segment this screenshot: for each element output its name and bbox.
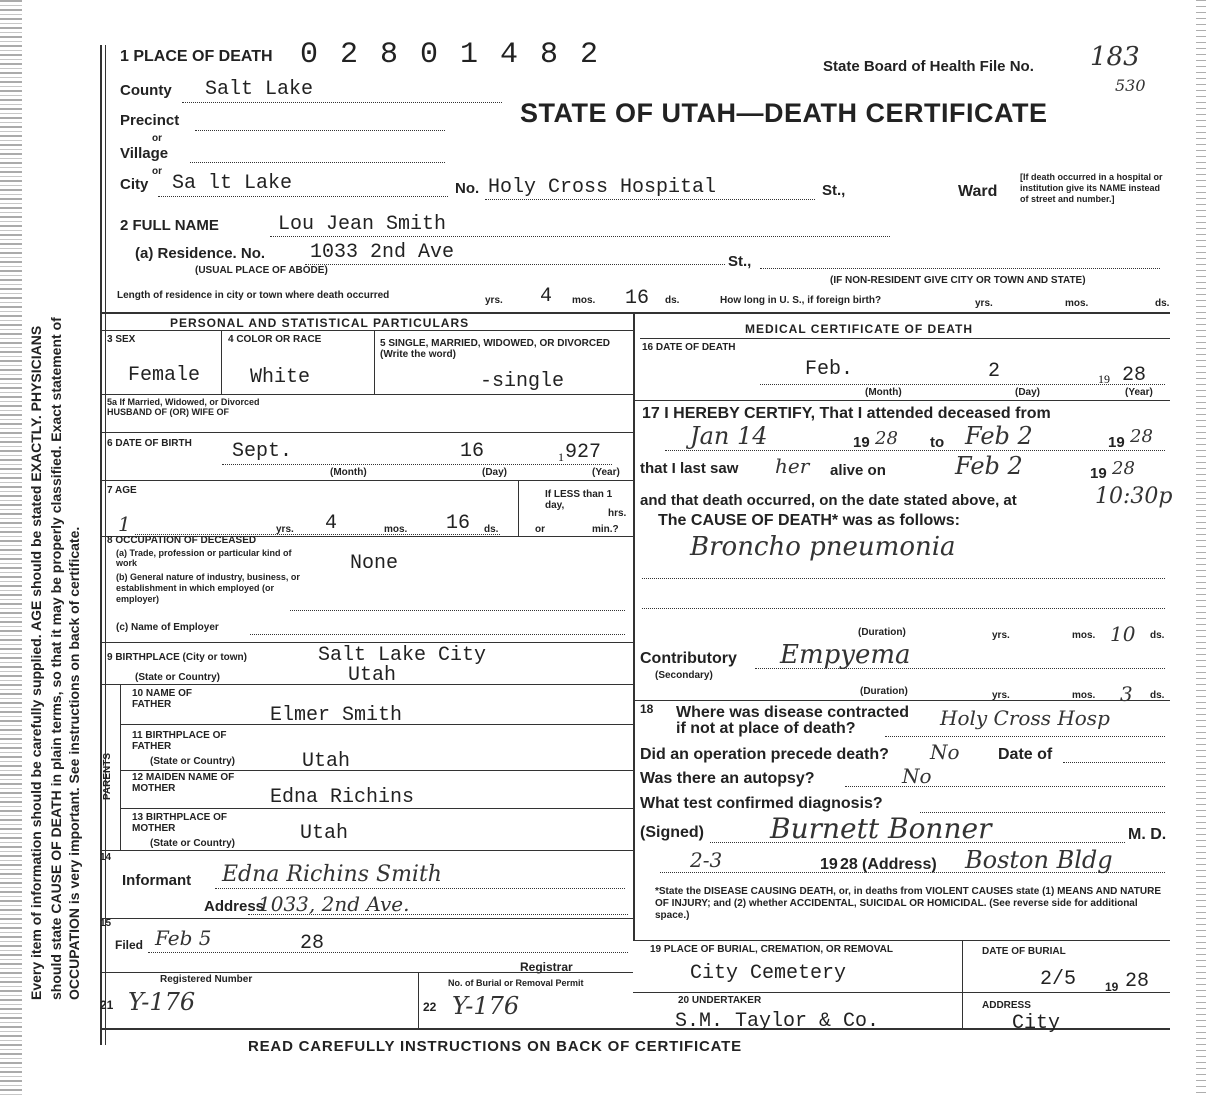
grid-bottom (100, 1028, 1170, 1030)
death-year: 28 (1122, 364, 1147, 387)
last-year: 28 (1112, 458, 1135, 479)
cause-line-2 (642, 608, 1165, 609)
grid-m3 (633, 940, 1170, 941)
dob-label: 6 DATE OF BIRTH (107, 438, 192, 449)
duration2-label: (Duration) (860, 686, 908, 697)
sign-address-line (660, 872, 1165, 873)
cause-footnote: *State the DISEASE CAUSING DEATH, or, in deaths from VIOLENT CAUSES state (1) MEANS AND NATURE OF INJURY; and (2) whether ACCIDENTAL, SUICIDAL OR HOMICIDAL. (See reverse side for additional space.) (655, 886, 1161, 921)
parents-label: PARENTS (102, 752, 113, 800)
grid-medical-under (640, 338, 1170, 339)
registrar-label: Registrar (520, 960, 573, 974)
dob-day-caption: (Day) (482, 467, 508, 478)
from-year: 28 (875, 428, 898, 449)
occupation-line (290, 610, 625, 611)
mother-label: 12 MAIDEN NAME OF MOTHER (132, 772, 235, 794)
medical-heading: MEDICAL CERTIFICATE OF DEATH (745, 322, 973, 336)
where-value: Holy Cross Hosp (940, 706, 1110, 730)
grid-m2 (633, 700, 1170, 701)
burial-permit-label: No. of Burial or Removal Permit (448, 978, 584, 988)
sex-label: 3 SEX (107, 334, 136, 345)
filed-line (148, 952, 628, 953)
death-month: Feb. (805, 358, 854, 381)
reg-num-label: Registered Number (160, 974, 253, 985)
age-yrs: 1 (118, 512, 131, 536)
side-note-1: Every item of information should be carefully supplied. AGE should be stated EXACTLY. PHYSICIANS (28, 325, 44, 1000)
sign-date: 2-3 (690, 848, 723, 872)
color-label: 4 COLOR OR RACE (228, 334, 322, 345)
signed-label: (Signed) (640, 824, 704, 841)
item-21: 21 (100, 998, 114, 1012)
frame-left-2 (105, 45, 106, 1045)
certificate-title: STATE OF UTAH—DEATH CERTIFICATE (520, 98, 1048, 128)
attended-to: Feb 2 (965, 422, 1033, 450)
informant-value: Edna Richins Smith (222, 862, 442, 887)
birthplace-label: 9 BIRTHPLACE (City or town) (107, 652, 247, 663)
last-saw-date: Feb 2 (955, 452, 1023, 480)
occupation-label: 8 OCCUPATION OF DECEASED (107, 535, 257, 546)
contributory-value: Empyema (780, 640, 911, 670)
burial-date: 2/5 (1040, 968, 1077, 991)
to-year: 28 (1130, 426, 1153, 447)
grid-r5 (100, 642, 633, 643)
filed-year: 28 (300, 932, 325, 955)
death-year-caption: (Year) (1125, 387, 1153, 398)
city-label: City (120, 176, 149, 193)
dob-month: Sept. (232, 440, 293, 463)
from-year-prefix: 19 (853, 434, 870, 451)
duration2-mos-value: 3 (1120, 682, 1133, 706)
footer-instructions: READ CAREFULLY INSTRUCTIONS ON BACK OF CERTIFICATE (248, 1038, 742, 1055)
occupation-a-label: (a) Trade, profession or particular kind of work (116, 548, 292, 568)
father-value: Elmer Smith (270, 704, 403, 727)
informant-address-line (248, 914, 628, 915)
grid-r8 (120, 770, 633, 771)
cause-value: Broncho pneumonia (690, 532, 956, 562)
attended-from: Jan 14 (690, 422, 768, 450)
city-value: Sa lt Lake (172, 172, 293, 195)
cause-line-1 (642, 578, 1165, 579)
to-year-prefix: 19 (1108, 434, 1125, 451)
ward-label: Ward (958, 183, 998, 200)
occupation-b-label: (b) General nature of industry, business, or establishment in which employed (or employer) (116, 572, 300, 604)
contributory-line (755, 668, 1165, 669)
death-time: 10:30p (1095, 484, 1173, 509)
spouse-label: 5a If Married, Widowed, or Divorced HUSBAND OF (OR) WIFE OF (107, 397, 260, 417)
length-mos-label: mos. (572, 295, 596, 306)
employer-label: (c) Name of Employer (116, 622, 219, 633)
grid-r12-sep (418, 972, 419, 1028)
last-year-prefix: 19 (1090, 465, 1107, 482)
where-line (885, 736, 1165, 737)
grid-parents-sep (120, 684, 121, 850)
date-of-death-label: 16 DATE OF DEATH (642, 342, 736, 353)
dob-line (222, 464, 612, 465)
certify-label: 17 I HEREBY CERTIFY, That I attended deceased from (642, 405, 1051, 422)
residence-value: 1033 2nd Ave (310, 241, 455, 264)
village-line (190, 162, 445, 163)
village-label: Village (120, 145, 169, 162)
father-bp-sub: (State or Country) (150, 756, 235, 767)
how-long-yrs: yrs. (975, 298, 993, 309)
grid-color-sep (374, 330, 375, 394)
death-date-line (760, 384, 1165, 385)
burial-place-label: 19 PLACE OF BURIAL, CREMATION, OR REMOVAL (650, 944, 893, 955)
county-line (182, 102, 502, 103)
duration-label: (Duration) (858, 627, 906, 638)
burial-year: 28 (1125, 970, 1150, 993)
sign-year-prefix: 19 (820, 856, 838, 873)
grid-sex-sep (221, 330, 222, 394)
father-bp-value: Utah (302, 750, 351, 773)
sign-address-label: (Address) (862, 856, 937, 873)
how-long-label: How long in U. S., if foreign birth? (720, 295, 882, 306)
marital-label: 5 SINGLE, MARRIED, WIDOWED, OR DIVORCED (Write the word) (380, 338, 611, 360)
residence-st-label: St., (728, 253, 752, 270)
autopsy-line (845, 786, 1165, 787)
mother-bp-label: 13 BIRTHPLACE OF MOTHER (132, 812, 228, 834)
birthplace-state-label: (State or Country) (135, 672, 220, 683)
length-yrs-label: yrs. (485, 295, 503, 306)
hospital-line (485, 199, 815, 200)
mother-bp-sub: (State or Country) (150, 838, 235, 849)
grid-r6 (100, 684, 633, 685)
nonresident-note: (IF NON-RESIDENT GIVE CITY OR TOWN AND STATE) (830, 275, 1086, 286)
dob-year-caption: (Year) (592, 467, 620, 478)
mother-value: Edna Richins (270, 786, 415, 809)
filed-label: Filed (115, 938, 144, 952)
duration-ds-value: 10 (1110, 622, 1136, 646)
death-day-caption: (Day) (1015, 387, 1041, 398)
to-label: to (930, 434, 945, 451)
age-label: 7 AGE (107, 485, 137, 496)
last-saw-pronoun: her (775, 454, 810, 478)
md-label: M. D. (1128, 826, 1167, 843)
sign-address: Boston Bldg (965, 846, 1113, 874)
informant-address: 1033, 2nd Ave. (258, 892, 410, 916)
full-name-value: Lou Jean Smith (278, 213, 447, 236)
grid-m1 (633, 400, 1170, 401)
usual-place-label: (USUAL PLACE OF ABODE) (195, 265, 328, 276)
precinct-line (195, 130, 445, 131)
burial-permit-value: Y-176 (452, 992, 520, 1020)
less-than-label: If LESS than 1 day, (545, 489, 613, 511)
age-yrs-label: yrs. (276, 524, 294, 535)
physician-signature: Burnett Bonner (770, 812, 992, 845)
burial-year-prefix: 19 (1105, 980, 1119, 994)
place-of-death-label: 1 PLACE OF DEATH (120, 48, 273, 65)
reg-num-value: Y-176 (128, 988, 196, 1016)
undertaker-label: 20 UNDERTAKER (678, 995, 762, 1006)
personal-heading: PERSONAL AND STATISTICAL PARTICULARS (170, 316, 470, 330)
sign-year: 28 (840, 856, 858, 873)
duration-yrs: yrs. (992, 630, 1010, 641)
item-14: 14 (100, 852, 112, 863)
grid-r9 (120, 808, 633, 809)
mother-bp-value: Utah (300, 822, 349, 845)
age-ds-label: ds. (484, 524, 499, 535)
grid-personal-under (100, 330, 633, 331)
length-ds-label: ds. (665, 295, 680, 306)
length-mos-value: 16 (625, 287, 650, 310)
death-year-prefix: 19 (1098, 372, 1110, 386)
father-bp-label: 11 BIRTHPLACE OF FATHER (132, 730, 227, 752)
date-of-label: Date of (998, 746, 1053, 763)
grid-r7 (120, 724, 633, 725)
cause-label: The CAUSE OF DEATH* was as follows: (658, 512, 960, 529)
duration-mos: mos. (1072, 630, 1096, 641)
death-occurred-label: and that death occurred, on the date stated above, at (640, 492, 1017, 509)
occupation-value: None (350, 552, 399, 575)
sex-value: Female (128, 364, 201, 387)
age-mos: 4 (325, 512, 338, 535)
item-18: 18 (640, 702, 654, 716)
how-long-mos: mos. (1065, 298, 1089, 309)
st-label: St., (822, 182, 846, 199)
item-15: 15 (100, 918, 112, 929)
precinct-label: Precinct (120, 112, 180, 129)
or-2: or (152, 166, 162, 177)
date-of-line (1063, 762, 1165, 763)
scan-edge-noise-right (1196, 0, 1206, 1095)
file-no-sub: 530 (1115, 76, 1146, 95)
duration2-ds: ds. (1150, 690, 1165, 701)
age-ds: 16 (446, 512, 471, 535)
where-label: Where was disease contracted (676, 704, 909, 721)
dob-year-prefix: 1 (558, 450, 564, 464)
min-label: min.? (592, 524, 619, 535)
undertaker-address: City (1012, 1012, 1061, 1035)
where-label-2: if not at place of death? (676, 720, 856, 737)
hospital-value: Holy Cross Hospital (488, 176, 717, 199)
length-yrs-value: 4 (540, 285, 553, 308)
grid-m4 (633, 992, 1170, 993)
birthplace-state: Utah (348, 664, 397, 687)
grid-center (633, 312, 635, 940)
burial-place-value: City Cemetery (690, 962, 847, 985)
frame-left (100, 45, 102, 1045)
full-name-label: 2 FULL NAME (120, 217, 219, 234)
alive-on-label: alive on (830, 462, 886, 479)
grid-burial-sep (962, 940, 963, 1028)
item-22: 22 (423, 1000, 437, 1014)
grid-r2 (100, 432, 633, 433)
dob-year: 927 (565, 441, 602, 464)
marital-value: -single (480, 370, 565, 393)
or-1: or (152, 133, 162, 144)
hrs-label: hrs. (608, 508, 627, 519)
file-no-label: State Board of Health File No. (823, 58, 1034, 75)
no-label: No. (455, 180, 480, 197)
autopsy-label: Was there an autopsy? (640, 770, 815, 787)
attended-line (665, 450, 1165, 451)
scan-edge-noise (0, 0, 22, 1095)
grid-r12 (100, 972, 633, 973)
informant-address-label: Address (204, 898, 265, 915)
grid-age-sep (518, 480, 519, 536)
operation-label: Did an operation precede death? (640, 746, 889, 763)
residence-st-line (760, 268, 1160, 269)
last-saw-label: that I last saw (640, 460, 739, 477)
undertaker-address-label: ADDRESS (982, 1000, 1031, 1011)
informant-label: Informant (122, 872, 192, 889)
grid-r10 (100, 850, 633, 851)
file-no: 183 (1090, 42, 1140, 72)
death-month-caption: (Month) (865, 387, 902, 398)
grid-top (100, 312, 1170, 314)
side-note-3: OCCUPATION is very important. See instructions on back of certificate. (66, 526, 82, 1000)
grid-r3 (100, 480, 633, 481)
city-line (158, 196, 448, 197)
secondary-label: (Secondary) (655, 670, 713, 681)
burial-date-label: DATE OF BURIAL (982, 946, 1066, 957)
death-day: 2 (988, 360, 1001, 383)
filed-date: Feb 5 (155, 926, 212, 950)
county-label: County (120, 82, 172, 99)
duration2-mos: mos. (1072, 690, 1096, 701)
ward-note: [If death occurred in a hospital or institution give its NAME instead of street and number.] (1020, 172, 1163, 204)
test-label: What test confirmed diagnosis? (640, 795, 883, 812)
grid-r11 (100, 918, 633, 919)
certificate-stamp-number: 0 2 8 0 1 4 8 2 (300, 38, 601, 72)
duration-ds: ds. (1150, 630, 1165, 641)
residence-label: (a) Residence. No. (135, 245, 266, 262)
full-name-line (270, 236, 890, 237)
how-long-ds: ds. (1155, 298, 1170, 309)
birthplace-city: Salt Lake City (318, 644, 487, 667)
or-label: or (535, 524, 545, 535)
color-value: White (250, 366, 311, 389)
signed-line (710, 842, 1125, 843)
county-value: Salt Lake (205, 78, 314, 101)
duration2-yrs: yrs. (992, 690, 1010, 701)
operation-value: No (930, 740, 960, 764)
age-mos-label: mos. (384, 524, 408, 535)
length-residence-label: Length of residence in city or town where death occurred (117, 290, 390, 301)
undertaker-value: S.M. Taylor & Co. (675, 1010, 880, 1033)
informant-line (215, 888, 625, 889)
autopsy-value: No (902, 764, 932, 788)
side-note-2: should state CAUSE OF DEATH in plain terms, so that it may be properly classified. Exact statement of (48, 317, 64, 1000)
residence-line (305, 264, 725, 265)
employer-line (250, 634, 625, 635)
grid-r1 (100, 394, 633, 395)
dob-month-caption: (Month) (330, 467, 367, 478)
dob-day: 16 (460, 440, 485, 463)
contributory-label: Contributory (640, 650, 737, 667)
father-label: 10 NAME OF FATHER (132, 688, 193, 710)
